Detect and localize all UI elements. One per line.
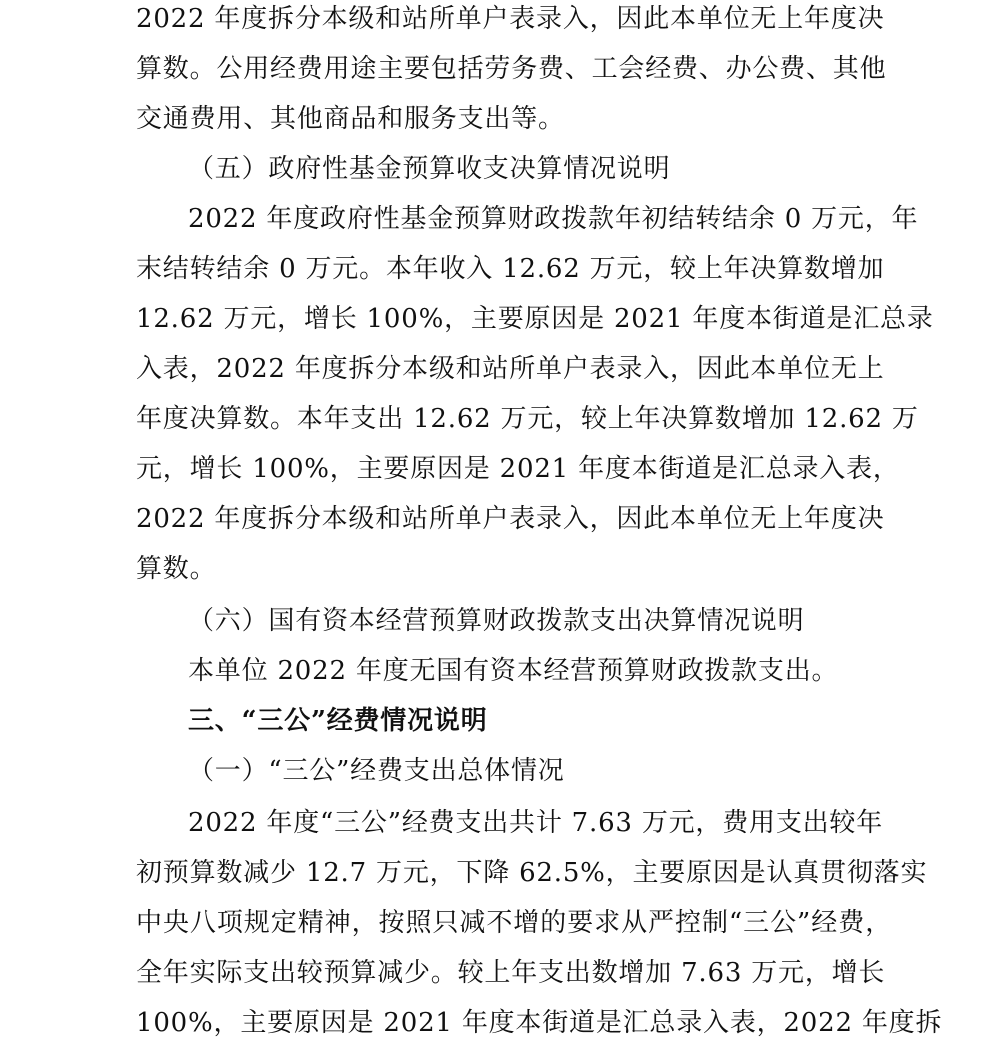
paragraph-line: 全年实际支出较预算减少。较上年支出数增加 7.63 万元，增长 — [136, 958, 886, 988]
paragraph-line: 算数。 — [136, 554, 217, 584]
paragraph-line: 100%，主要原因是 2021 年度本街道是汇总录入表，2022 年度拆 — [136, 1008, 943, 1038]
paragraph-line: 元，增长 100%，主要原因是 2021 年度本街道是汇总录入表， — [136, 454, 900, 484]
paragraph-line: 本单位 2022 年度无国有资本经营预算财政拨款支出。 — [188, 656, 839, 686]
section-heading: （五）政府性基金预算收支决算情况说明 — [188, 154, 671, 184]
paragraph-line: 12.62 万元，增长 100%，主要原因是 2021 年度本街道是汇总录 — [136, 304, 934, 334]
paragraph-line: 入表，2022 年度拆分本级和站所单户表录入，因此本单位无上 — [136, 354, 885, 384]
paragraph-line: 2022 年度“三公”经费支出共计 7.63 万元，费用支出较年 — [188, 808, 884, 838]
paragraph-line: 初预算数减少 12.7 万元，下降 62.5%，主要原因是认真贯彻落实 — [136, 858, 928, 888]
section-heading: （六）国有资本经营预算财政拨款支出决算情况说明 — [188, 606, 805, 636]
paragraph-line: 中央八项规定精神，按照只减不增的要求从严控制“三公”经费， — [136, 908, 892, 938]
paragraph-line: 算数。公用经费用途主要包括劳务费、工会经费、办公费、其他 — [136, 54, 887, 84]
paragraph-line: 2022 年度政府性基金预算财政拨款年初结转结余 0 万元，年 — [188, 204, 919, 234]
paragraph-line: 年度决算数。本年支出 12.62 万元，较上年决算数增加 12.62 万 — [136, 404, 919, 434]
paragraph-line: 末结转结余 0 万元。本年收入 12.62 万元，较上年决算数增加 — [136, 254, 885, 284]
chapter-heading: 三、“三公”经费情况说明 — [188, 706, 488, 736]
paragraph-line: 2022 年度拆分本级和站所单户表录入，因此本单位无上年度决 — [136, 4, 885, 34]
paragraph-line: 2022 年度拆分本级和站所单户表录入，因此本单位无上年度决 — [136, 504, 885, 534]
paragraph-line: 交通费用、其他商品和服务支出等。 — [136, 104, 565, 134]
section-heading: （一）“三公”经费支出总体情况 — [188, 756, 565, 786]
